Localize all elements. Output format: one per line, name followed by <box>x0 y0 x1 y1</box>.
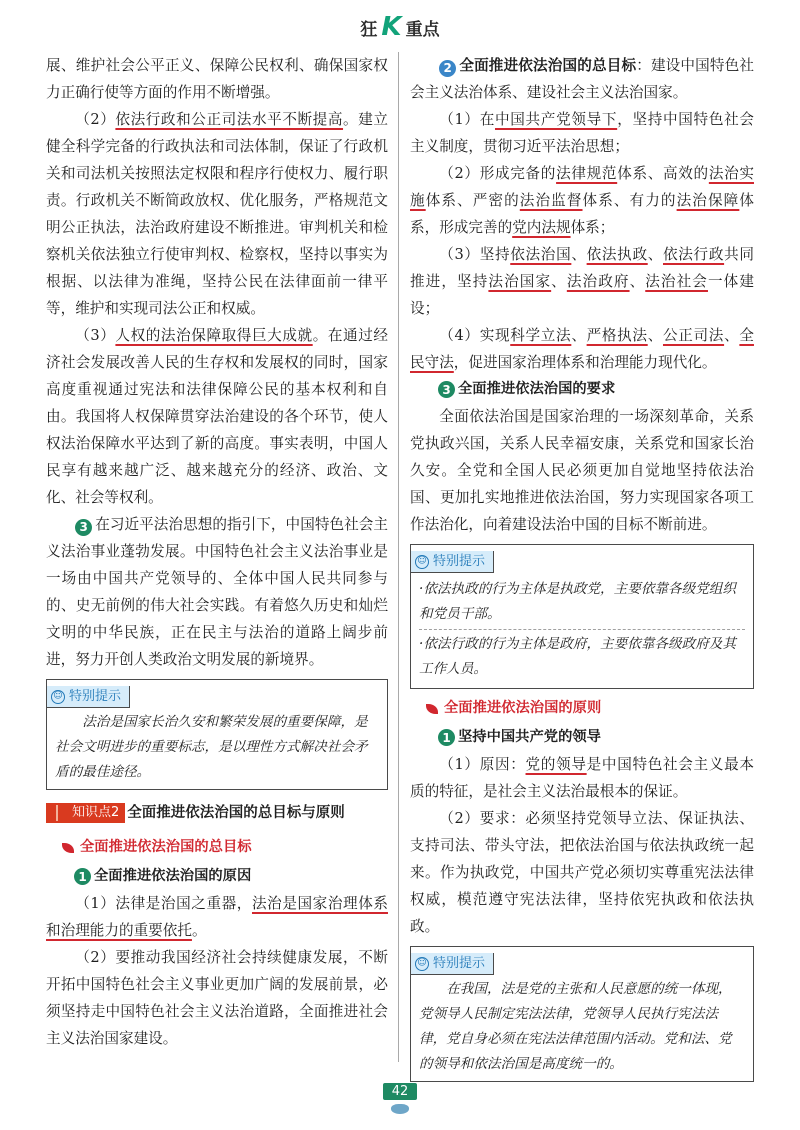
smiley-icon: ☺ <box>415 957 429 971</box>
goal-item-2: （2）形成完备的法律规范体系、高效的法治实施体系、严密的法治监督体系、有力的法治保障体系，形成完善的党内法规体系； <box>410 165 754 236</box>
number-badge-3b: 3 <box>438 381 455 398</box>
paragraph-reason-1: （1）法律是治国之重器，法治是国家治理体系和治理能力的重要依托。 <box>46 895 388 939</box>
paragraph-human-rights: （3）人权的法治保障取得巨大成就。在通过经济社会发展改善人民的生存权和发展权的同时，国家高度重视通过宪法和法律保障公民的基本权利和自由。我国将人权保障贯穿法治建设的各个环节，使人权法治保障水平达到了新的高度。事实表明，中国人民享有越来越广泛、越来越充分的经济、政治、文化、社会等权利。 <box>46 327 388 506</box>
page-footer <box>0 1080 800 1114</box>
underline-rule-of-law: 法治是国家治理体系和治理能力的重要依托 <box>46 895 388 939</box>
underline-judicial: 依法行政和公正司法水平不断提高 <box>115 111 344 128</box>
knowledge-point-title: 全面推进依法治国的总目标与原则 <box>127 804 345 821</box>
smiley-icon: ☺ <box>51 690 65 704</box>
bird-icon <box>391 1104 409 1114</box>
tip-text-2 <box>411 573 753 688</box>
section-heading-goal: 全面推进依法治国的总目标 <box>62 834 388 861</box>
paragraph-judicial: （2）依法行政和公正司法水平不断提高。建立健全科学完备的行政执法和司法体制，保证了行政机关和司法机关按照法定权限和程序行使权力、履行职责。行政机关不断简政放权、优化服务，严格规范文明公正执法，法治政府建设不断推进。审判机关和检察机关依法独立行使审判权、检察权，坚持以事实为根据、以法律为准绳，坚持公民在法律面前一律平等，维护和实现司法公正和权威。 <box>46 111 388 317</box>
tip-label-1: ☺ 特别提示 <box>47 686 130 708</box>
brand-logo <box>360 14 439 40</box>
goal-item-3: （3）坚持依法治国、依法执政、依法行政共同推进，坚持法治国家、法治政府、法治社会一体建设； <box>410 246 754 317</box>
number-badge-1: 1 <box>74 868 91 885</box>
paragraph-intro: 展、维护社会公平正义、保障公民权利、确保国家权力正确行使等方面的作用不断增强。 <box>46 57 388 101</box>
knowledge-point-header <box>46 802 388 824</box>
overall-goal-title: 全面推进依法治国的总目标 <box>459 57 637 74</box>
brand-k: K <box>381 12 402 42</box>
number-badge-2: 2 <box>439 60 456 77</box>
page-header <box>0 14 800 44</box>
paragraph-reason-2: （2）要推动我国经济社会持续健康发展，不断开拓中国特色社会主义事业更加广阔的发展前景，必须坚持走中国特色社会主义法治道路，全面推进社会主义法治国家建设。 <box>46 949 388 1047</box>
right-column <box>410 52 754 1088</box>
tip-box-2 <box>410 544 754 689</box>
tip-item: ·依法执政的行为主体是执政党，主要依靠各级党组织和党员干部。 <box>419 575 745 630</box>
tip-text-3: 在我国，法是党的主张和人民意愿的统一体现，党领导人民制定宪法法律，党领导人民执行宪法法律，党自身必须在宪法法律范围内活动。党和法、党的领导和依法治国是高度统一的。 <box>419 981 732 1072</box>
smiley-icon: ☺ <box>415 555 429 569</box>
subheading-party-leadership: 1 坚持中国共产党的领导 <box>438 724 754 751</box>
principle-requirement: （2）要求：必须坚持党领导立法、保证执法、支持司法、带头守法，把依法治国与依法执政统一起来。作为执政党，中国共产党必须切实尊重宪法法律权威，模范遵守宪法法律，坚持依宪执政和依法执政。 <box>410 810 754 935</box>
tip-box-1 <box>46 679 388 790</box>
tip-text-1: 法治是国家长治久安和繁荣发展的重要保障，是社会文明进步的重要标志，是以理性方式解决社会矛盾的最佳途径。 <box>55 714 368 780</box>
column-divider <box>398 52 399 1062</box>
knowledge-point-tag: 知识点2 <box>68 803 125 823</box>
book-icon <box>46 803 68 823</box>
tip-label-3: ☺ 特别提示 <box>411 953 494 975</box>
subheading-requirements: 3 全面推进依法治国的要求 <box>438 376 754 403</box>
brand-suffix: 重点 <box>405 19 440 40</box>
number-badge-1b: 1 <box>438 729 455 746</box>
tip-item: ·依法行政的行为主体是政府，主要依靠各级政府及其工作人员。 <box>419 636 736 677</box>
leaf-icon <box>426 704 438 714</box>
leaf-icon <box>62 843 74 853</box>
left-column <box>46 52 388 1052</box>
page-number: 42 <box>383 1083 418 1100</box>
subheading-reason: 1 全面推进依法治国的原因 <box>74 863 388 890</box>
tip-label-2: ☺ 特别提示 <box>411 551 494 573</box>
underline-human-rights: 人权的法治保障取得巨大成就 <box>115 327 313 344</box>
brand-prefix: 狂 <box>360 19 378 40</box>
paragraph-requirements: 全面依法治国是国家治理的一场深刻革命，关系党执政兴国，关系人民幸福安康，关系党和国家长治久安。全党和全国人民必须更加自觉地坚持依法治国、更加扎实地推进依法治国，努力实现国家各项工作法治化，向着建设法治中国的目标不断前进。 <box>410 408 754 533</box>
paragraph-xi-thought: 3 在习近平法治思想的指引下，中国特色社会主义法治事业蓬勃发展。中国特色社会主义法治事业是一场由中国共产党领导的、全体中国人民共同参与的、史无前例的伟大社会实践。有着悠久历史和灿烂文明的中华民族，正在民主与法治的道路上阔步前进，努力开创人类政治文明发展的新境界。 <box>46 516 388 668</box>
section-heading-principles: 全面推进依法治国的原则 <box>426 695 754 722</box>
number-badge-3: 3 <box>75 519 92 536</box>
tip-box-3 <box>410 946 754 1082</box>
paragraph-overall-goal: 2 全面推进依法治国的总目标：建设中国特色社会主义法治体系、建设社会主义法治国家。 <box>410 57 754 101</box>
goal-item-1: （1）在中国共产党领导下，坚持中国特色社会主义制度，贯彻习近平法治思想； <box>410 111 754 155</box>
principle-reason: （1）原因：党的领导是中国特色社会主义最本质的特征，是社会主义法治最根本的保证。 <box>410 756 754 800</box>
underline-party-leadership: 党的领导 <box>525 756 587 773</box>
goal-item-4: （4）实现科学立法、严格执法、公正司法、全民守法，促进国家治理体系和治理能力现代化。 <box>410 327 754 371</box>
